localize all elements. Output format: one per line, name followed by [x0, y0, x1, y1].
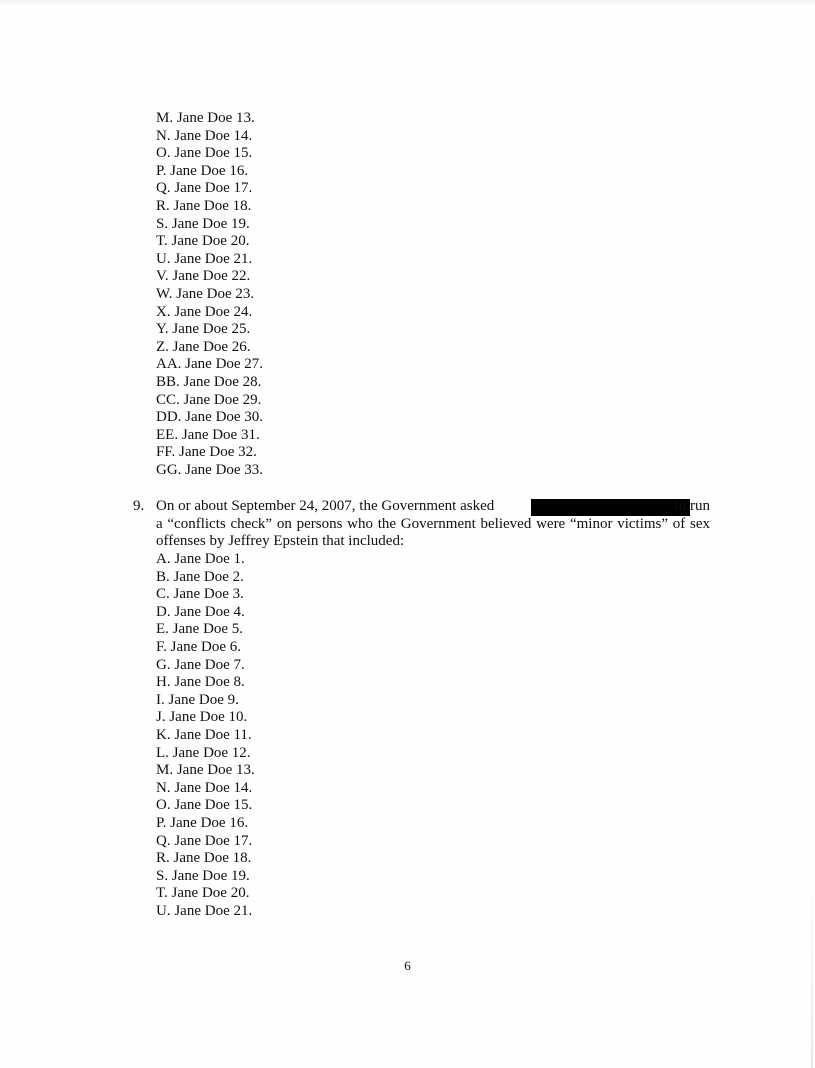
list-item: AA. Jane Doe 27.: [156, 356, 264, 373]
victim-list-continued: [156, 110, 263, 479]
list-item: M. Jane Doe 13.: [156, 110, 255, 126]
list-item: CC. Jane Doe 29.: [156, 391, 262, 408]
list-item: E. Jane Doe 5.: [156, 621, 244, 638]
list-item: B. Jane Doe 2.: [156, 568, 244, 585]
list-item: C. Jane Doe 3.: [156, 586, 244, 603]
list-item: A. Jane Doe 1.: [156, 551, 245, 567]
list-item: W. Jane Doe 23.: [156, 285, 255, 302]
list-item: S. Jane Doe 19.: [156, 215, 250, 232]
list-item: J. Jane Doe 10.: [156, 709, 248, 726]
victim-list-9: [156, 551, 255, 920]
list-item: F. Jane Doe 6.: [156, 638, 242, 655]
list-item: T. Jane Doe 20.: [156, 233, 250, 250]
list-item: BB. Jane Doe 28.: [156, 373, 262, 390]
paragraph-tail-text: to run: [674, 498, 710, 514]
list-item: FF. Jane Doe 32.: [156, 444, 257, 461]
list-item: P. Jane Doe 16.: [156, 814, 249, 831]
scan-edge-right: [811, 880, 813, 1068]
list-item: R. Jane Doe 18.: [156, 197, 252, 214]
list-item: Q. Jane Doe 17.: [156, 180, 253, 197]
list-item: I. Jane Doe 9.: [156, 691, 239, 708]
list-item: U. Jane Doe 21.: [156, 250, 253, 267]
list-item: R. Jane Doe 18.: [156, 850, 252, 867]
list-item: L. Jane Doe 12.: [156, 744, 251, 761]
list-item: N. Jane Doe 14.: [156, 127, 253, 144]
list-item: X. Jane Doe 24.: [156, 303, 253, 320]
list-item: EE. Jane Doe 31.: [156, 426, 260, 443]
list-item: O. Jane Doe 15.: [156, 797, 253, 814]
list-item: M. Jane Doe 13.: [156, 762, 255, 779]
list-item: GG. Jane Doe 33.: [156, 461, 264, 478]
page-number: 6: [404, 958, 411, 973]
paragraph-body: a “conflicts check” on persons who the Government believed were “minor victims” of sex offenses by Jeffrey Epstein that included:: [156, 515, 710, 550]
paragraph-number: 9.: [133, 498, 145, 514]
list-item: U. Jane Doe 21.: [156, 902, 253, 919]
redaction-block: [531, 499, 690, 516]
list-item: N. Jane Doe 14.: [156, 779, 253, 796]
list-item: Q. Jane Doe 17.: [156, 832, 253, 849]
list-item: V. Jane Doe 22.: [156, 268, 251, 285]
list-item: K. Jane Doe 11.: [156, 726, 252, 743]
list-item: Y. Jane Doe 25.: [156, 321, 251, 338]
scan-edge-top: [0, 0, 815, 6]
list-item: DD. Jane Doe 30.: [156, 409, 264, 426]
list-item: H. Jane Doe 8.: [156, 674, 245, 691]
list-item: S. Jane Doe 19.: [156, 867, 250, 884]
list-item: D. Jane Doe 4.: [156, 603, 245, 620]
list-item: P. Jane Doe 16.: [156, 162, 249, 179]
paragraph-first-line: [156, 498, 710, 516]
list-item: T. Jane Doe 20.: [156, 885, 250, 902]
list-item: Z. Jane Doe 26.: [156, 338, 251, 355]
list-item: O. Jane Doe 15.: [156, 145, 253, 162]
list-item: G. Jane Doe 7.: [156, 656, 245, 673]
paragraph-lead-text: On or about September 24, 2007, the Government asked: [156, 498, 495, 514]
